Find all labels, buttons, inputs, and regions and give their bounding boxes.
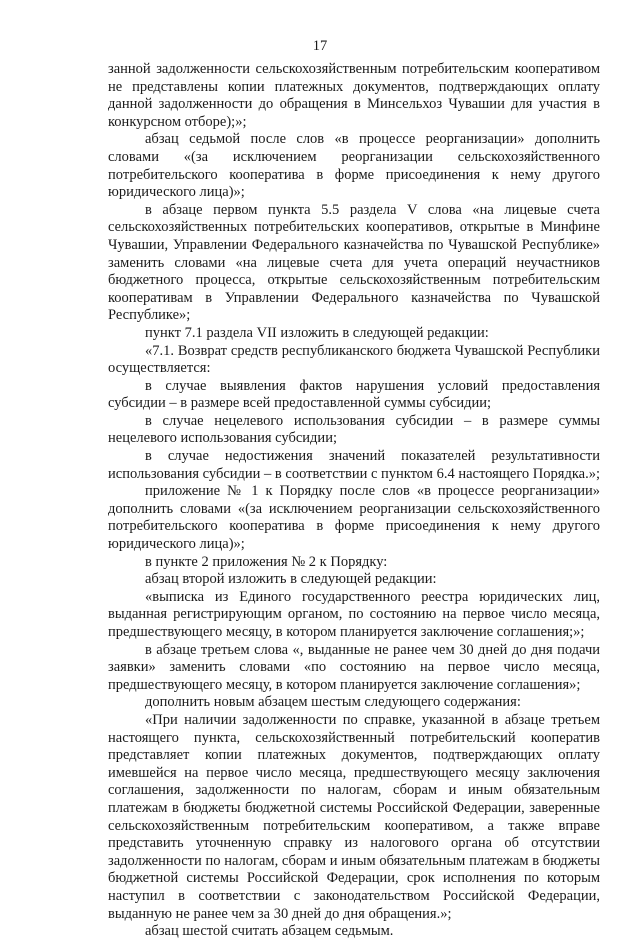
document-body bbox=[108, 61, 600, 941]
paragraph: дополнить новым абзацем шестым следующего содержания: bbox=[145, 694, 521, 711]
paragraph: абзац седьмой после слов «в процессе реорганизации» дополнить словами «(за исключением реорганизации сельскохозяйственного потребительского кооператива в форме присоединения к нему другого юридического лица)»; bbox=[108, 131, 600, 201]
paragraph: «выписка из Единого государственного реестра юридических лиц, выданная регистрирующим органом, по состоянию на первое число месяца, предшествующего месяцу, в котором планируется заключение соглашения;»; bbox=[108, 588, 600, 640]
paragraph: приложение № 1 к Порядку после слов «в процессе реорганизации» дополнить словами «(за исключением реорганизации сельскохозяйственного потребительского кооператива в форме присоединения к нему другого юридического лица)»; bbox=[108, 483, 600, 553]
paragraph: в случае нецелевого использования субсидии – в размере суммы нецелевого использования субсидии; bbox=[108, 412, 600, 447]
paragraph: «7.1. Возврат средств республиканского бюджета Чувашской Республики осуществляется: bbox=[108, 342, 600, 377]
paragraph: в абзаце первом пункта 5.5 раздела V слова «на лицевые счета сельскохозяйственных потребительских кооперативов, открытые в Минфине Чувашии, Управлении Федерального казначейства по Чувашской Республике» заменить словами «на лицевые счета для учета операций неучастников бюджетного процесса, открытые сельскохозяйственным потребительским кооперативам в Управлении Федерального казначейства по Чувашской Республике»; bbox=[108, 201, 600, 324]
paragraph: абзац второй изложить в следующей редакции: bbox=[145, 571, 437, 588]
paragraph: в случае недостижения значений показателей результативности использования субсидии – в соответствии с пунктом 6.4 настоящего Порядка.»; bbox=[108, 448, 600, 482]
paragraph: в пункте 2 приложения № 2 к Порядку: bbox=[145, 553, 388, 570]
page-number: 17 bbox=[312, 38, 328, 54]
paragraph: в абзаце третьем слова «, выданные не ранее чем 30 дней до дня подачи заявки» заменить словами «по состоянию на первое число месяца, предшествующего месяцу, в котором планируется заключение соглашения»; bbox=[108, 641, 600, 693]
paragraph: пункт 7.1 раздела VII изложить в следующей редакции: bbox=[145, 324, 489, 341]
paragraph: в случае выявления фактов нарушения условий предоставления субсидии – в размере всей предоставленной суммы субсидии; bbox=[108, 377, 600, 412]
paragraph: абзац шестой считать абзацем седьмым. bbox=[145, 923, 394, 940]
paragraph: «При наличии задолженности по справке, указанной в абзаце третьем настоящего пункта, сельскохозяйственный потребительский кооператив представляет копии платежных документов, подтверждающих оплату имевшейся на первое число месяца, предшествующего месяцу заключения соглашения, задолженности по налогам, сборам и иным обязательным платежам в бюджеты бюджетной системы Российской Федерации, заверенные сельскохозяйственным потребительским кооперативом, а также вправе представить уточненную справку из налогового органа об отсутствии задолженности по налогам, сборам и иным обязательным платежам в бюджеты бюджетной системы Российской Федерации, срок исполнения по которым наступил в соответствии с законодательством Российской Федерации, выданную не ранее чем за 30 дней до дня обращения.»; bbox=[108, 711, 600, 922]
paragraph: занной задолженности сельскохозяйственным потребительским кооперативом не представлены копии платежных документов, подтверждающих оплату данной задолженности до обращения в Минсельхоз Чувашии для участия в конкурсном отборе);»; bbox=[108, 61, 600, 130]
